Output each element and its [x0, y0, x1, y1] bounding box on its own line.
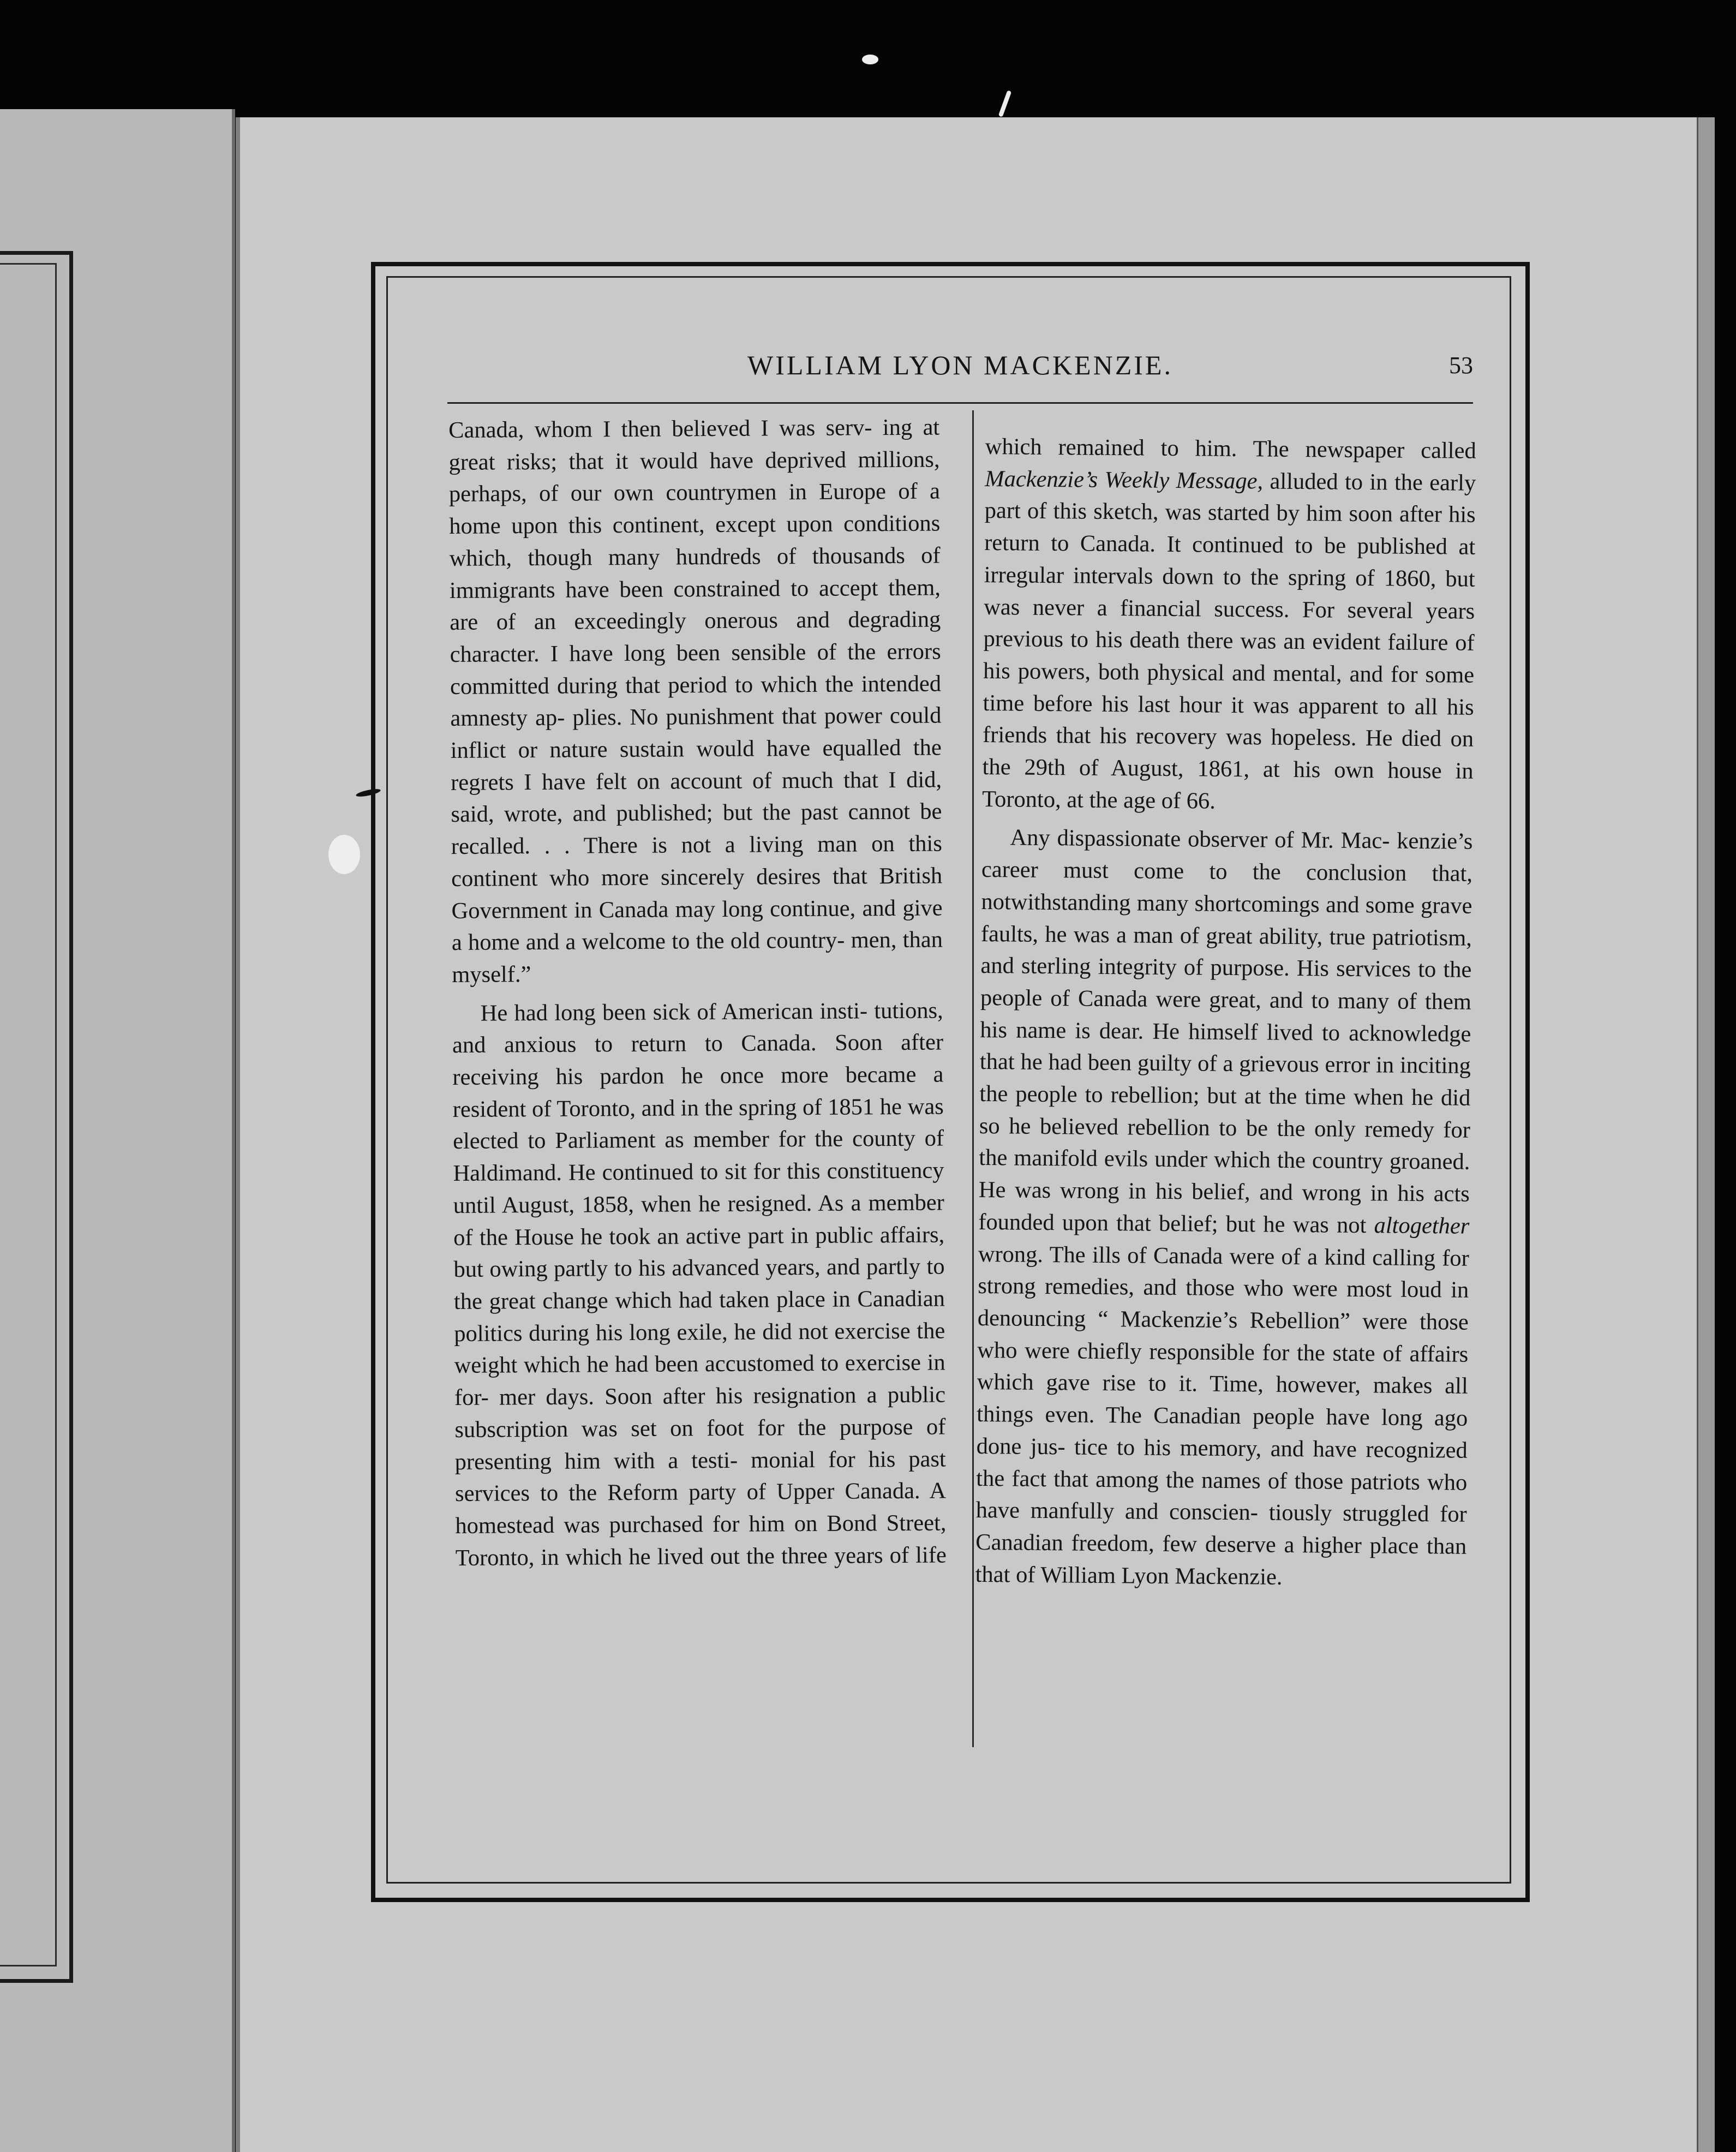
text-column-right [975, 431, 1476, 1595]
paragraph-return-to-canada: He had long been sick of American insti- tutions, and anxious to return to Canada. Soon after receiving his pardon he once more became a resident of Toronto, and in the spring of 1851 he was elected to Parliament as member for the county of Haldimand. He continued to sit for this constituency until August, 1858, when he resigned. As a member of the House he took an active part in public affairs, but owing partly to his advanced years, and partly to the great change which had taken place in Canadian politics during his long exile, he did not exercise the weight which he had been accustomed to exercise in for- mer days. Soon after his resignation a public subscription was set on foot for the purpose of presenting him with a testi- monial for his past services to the Reform party of Upper Canada. A homestead was purchased for him on Bond Street, Toronto, in which he lived out the three years of life [452, 997, 947, 1571]
paragraph-assessment [975, 822, 1472, 1595]
scan-speck-light [328, 835, 360, 874]
previous-page-frame-inner [0, 263, 57, 1966]
paragraph-final-years [982, 431, 1476, 820]
newspaper-title: Mackenzie’s Weekly Message, [985, 465, 1264, 494]
emphasis-altogether: altogether [1374, 1212, 1470, 1239]
running-header [447, 349, 1473, 398]
running-title: WILLIAM LYON MACKENZIE. [747, 350, 1173, 380]
scan-speck-light [998, 90, 1012, 117]
page-edge-right [1697, 117, 1715, 2152]
paragraph-quotation-end: Canada, whom I then believed I was serv- ing at great risks; that it would have deprived millions, perhaps, of our own countrymen in Europe of a home upon this continent, except upon conditions which, though many hundreds of thousands of immigrants have been constrained to accept them, are of an exceedingly onerous and degrading character. I have long been sensible of the errors committed during that period to which the intended amnesty ap- plies. No punishment that power could inflict or nature sustain would have equalled the regrets I have felt on account of much that I did, said, wrote, and published; but the past cannot be recalled. . . There is not a living man on this continent who more sincerely desires that British Government in Canada may long continue, and give a home and a welcome to the old country- men, than myself.” [448, 414, 943, 988]
column-divider [972, 410, 974, 1747]
previous-page-edge [0, 109, 235, 2152]
page-number: 53 [1449, 352, 1473, 379]
header-rule [447, 402, 1473, 404]
paragraph-final-years-text-2: alluded to in the early part of this sketch, was started by him soon after his return to Canada. It continued to be published at irregular intervals down to the spring of 1860, but was never a financial success. For several years previous to his death there was an evident failure of his powers, both physical and mental, and for some time before his last hour it was apparent to all his friends that his recovery was hopeless. He died on the 29th of August, 1861, at his own house in Toronto, at the age of 66. [981, 468, 1476, 814]
scan-speck-light [862, 55, 878, 64]
text-column-left [448, 412, 947, 1575]
paragraph-assessment-text-1: Any dispassionate observer of Mr. Mac- kenzie’s career must come to the conclusion that, notwithstanding many shortcomings and some grave faults, he was a man of great ability, true patriotism, and sterling integrity of purpose. His services to the people of Canada were great, and to many of them his name is dear. He himself lived to acknowledge that he had been guilty of a grievous error in inciting the people to rebellion; but at the time when he did so he believed rebellion to be the only remedy for the manifold evils under which the country groaned. He was wrong in his belief, and wrong in his acts founded upon that belief; but he was not [978, 824, 1473, 1239]
paragraph-assessment-text-2: wrong. The ills of Canada were of a kind calling for strong remedies, and those who were most loud in denouncing “ Mackenzie’s Rebellion” were those who were chiefly responsible for the state of affairs which gave rise to it. Time, however, makes all things even. The Canadian people have long ago done jus- tice to his memory, and have recognized the fact that among the names of those patriots who have manfully and conscien- tiously struggled for Canadian freedom, few deserve a higher place than that of William Lyon Mackenzie. [975, 1241, 1470, 1590]
paragraph-final-years-text-1: which remained to him. The newspaper called [985, 433, 1476, 464]
